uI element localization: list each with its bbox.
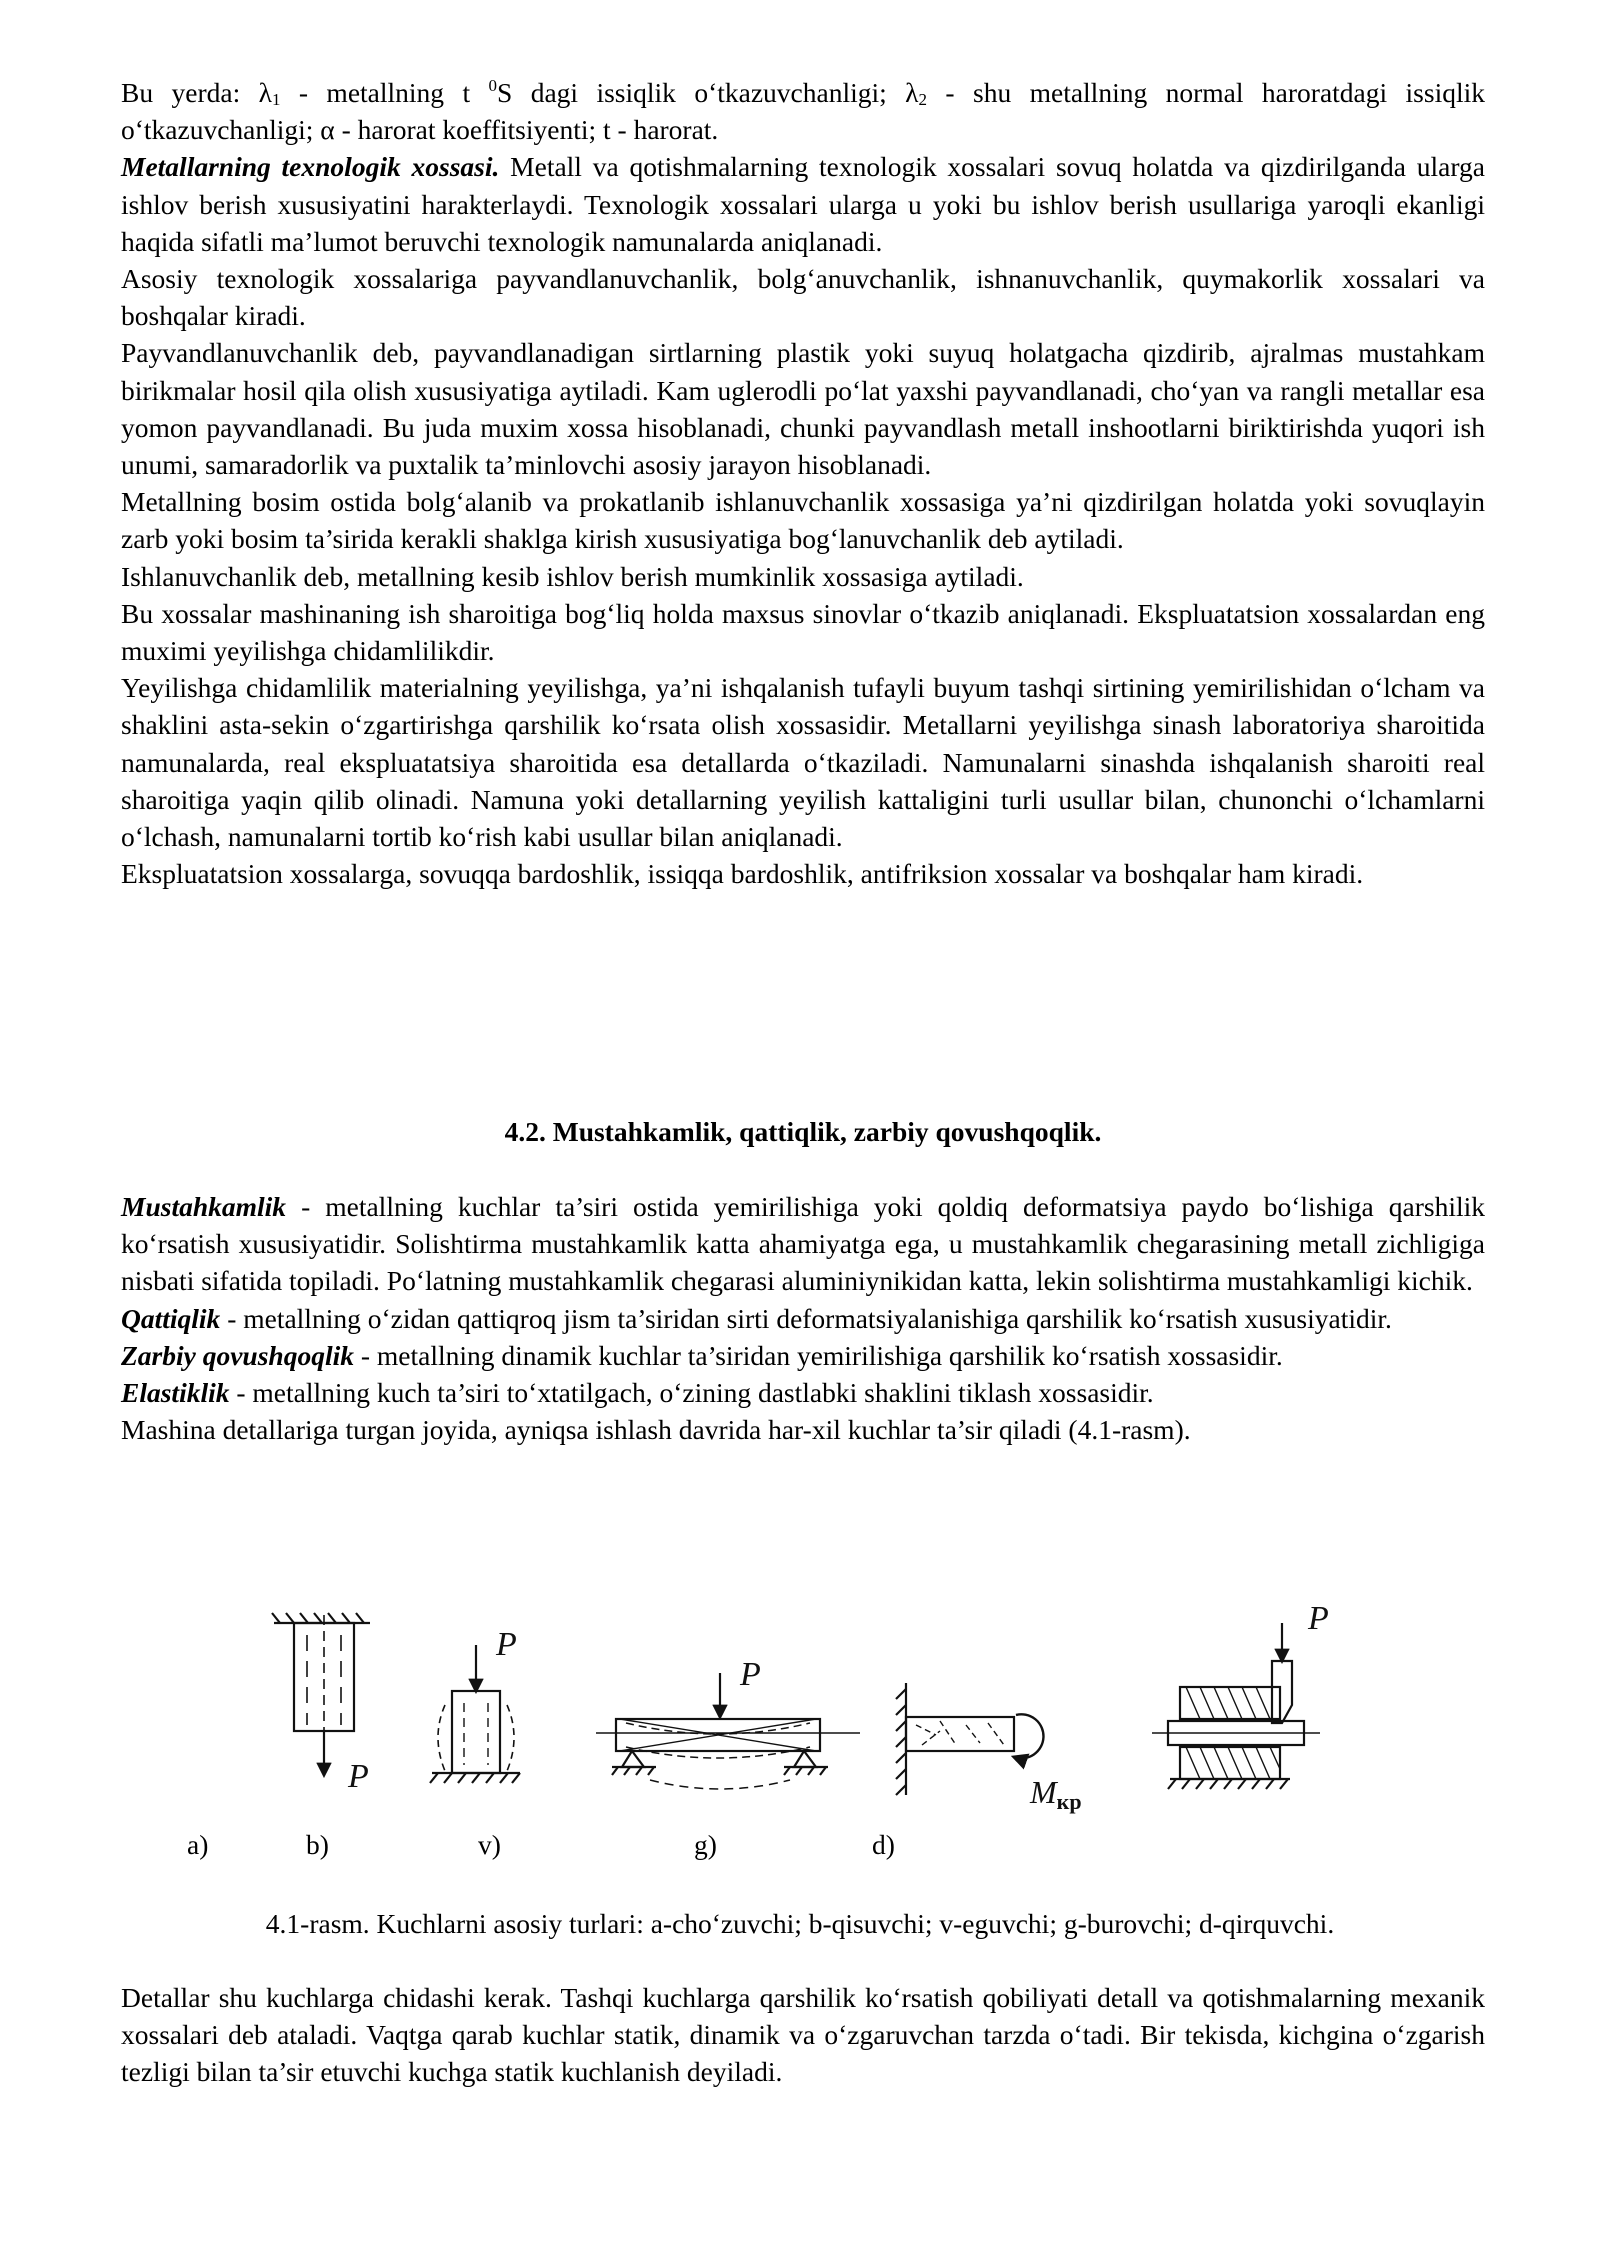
section-heading: 4.2. Mustahkamlik, qattiqlik, zarbiy qovushqoqlik. (504, 1116, 1102, 1147)
paragraph-main-properties: Asosiy texnologik xossalariga payvandlanuvchanlik, bolg‘anuvchanlik, ishnanuvchanlik, quymakorlik xossalari va boshqalar kiradi. (121, 263, 1485, 332)
sublabel-g: g) (694, 1829, 717, 1860)
text-run: - metallning o‘zidan qattiqroq jism ta’siridan sirti deformatsiyalanishiga qarshilik ko‘rsatish xususiyatidir. (220, 1302, 1392, 1334)
diagram-torsion (896, 1683, 1082, 1814)
text-run: - metallning kuch ta’siri to‘xtatilgach, o‘zining dastlabki shaklini tiklash xossasidir. (229, 1377, 1154, 1409)
definition-impact-toughness (121, 1337, 1485, 1374)
paragraph-operational-properties: Ekspluatatsion xossalarga, sovuqqa bardoshlik, issiqqa bardoshlik, antifriksion xossalar va boshqalar ham kiradi. (121, 858, 1364, 890)
sublabel-d: d) (872, 1829, 895, 1860)
term-bold: Elastiklik (121, 1377, 230, 1409)
text-run: - metallning dinamik kuchlar ta’siridan yemirilishiga qarshilik ko‘rsatish xossasidir. (354, 1339, 1283, 1371)
force-label: P (1308, 1600, 1329, 1637)
force-label: P (348, 1758, 369, 1795)
paragraph-forgeability: Metallning bosim ostida bolg‘alanib va prokatlanib ishlanuvchanlik xossasiga ya’ni qizdirilgan holatda yoki sovuqlayin zarb yoki bosim ta’sirida kerakli shaklga kirish xususiyatiga bog‘lanuvchanlik deb aytiladi. (121, 486, 1485, 555)
sublabel-b: b) (306, 1829, 329, 1860)
text-run: S dagi issiqlik o‘tkazuvchanligi; λ (497, 77, 919, 108)
text-run: - metallning kuchlar ta’siri ostida yemirilishiga yoki qoldiq deformatsiya paydo bo‘lishiga qarshilik ko‘rsatish xususiyatidir. Solishtirma mustahkamlik katta ahamiyatga ega, u mustahkamlik chegarasining metall zichligiga nisbati sifatida topiladi. Po‘latning mustahkamlik chegarasi aluminiynikidan katta, lekin solishtirma mustahkamligi kichik. (121, 1191, 1485, 1297)
paragraph-technological-properties (121, 148, 1485, 260)
text-run: - metallning t (280, 77, 489, 108)
section-heading-block (121, 1113, 1485, 1150)
definitions-block (121, 1188, 1485, 1448)
force-label: P (740, 1656, 761, 1693)
paragraph-wear-resistance: Yeyilishga chidamlilik materialning yeyilishga, ya’ni ishqalanish tufayli buyum tashqi sirtining yemirilishidan o‘lcham va shaklini asta-sekin o‘zgartirishga qarshilik ko‘rsata olish xossasidir. Metallarni yeyilishga sinash laboratoriya sharoitida namunalarda, real ekspluatatsiya sharoitida esa detallarda o‘tkaziladi. Namunalarni sinashda ishqalanish sharoiti real sharoitiga yaqin qilib olinadi. Namuna yoki detallarning yeyilish kattaligini turli usullar bilan, chunonchi o‘lchamlarni o‘lchash, namunalarni tortib ko‘rish kabi usullar bilan aniqlanadi. (121, 672, 1485, 853)
diagram-tension (272, 1613, 370, 1795)
figure-sublabels (0, 1826, 1600, 1866)
paragraph-machinability: Ishlanuvchanlik deb, metallning kesib ishlov berish mumkinlik xossasiga aytiladi. (121, 560, 1024, 592)
text-run: Bu yerda: λ (121, 77, 272, 108)
definition-strength (121, 1188, 1485, 1300)
text-run: - shu metallning normal haroratdagi issiqlik o‘tkazuvchanligi; α - harorat koeffitsiyenti; t - harorat. (121, 77, 1486, 146)
paragraph-definitions (121, 74, 1485, 148)
term-bold: Zarbiy qovushqoqlik (121, 1339, 354, 1371)
diagram-bending (596, 1656, 860, 1789)
paragraph-weldability: Payvandlanuvchanlik deb, payvandlanadigan sirtlarning plastik yoki suyuq holatgacha qizdirib, ajralmas mustahkam birikmalar hosil qila olish xususiyatiga aytiladi. Kam uglerodli po‘lat yaxshi payvandlanadi, cho‘yan va rangli metallar esa yomon payvandlanadi. Bu juda muxim xossa hisoblanadi, chunki payvandlash metall inshootlarni biriktirishda yuqori ish unumi, samaradorlik va puxtalik ta’minlovchi asosiy jarayon hisoblanadi. (121, 337, 1485, 481)
subscript: 1 (271, 90, 281, 109)
subscript: 2 (918, 90, 928, 109)
term-bold: Mustahkamlik (121, 1191, 287, 1222)
diagram-shear (1152, 1600, 1329, 1789)
force-label: P (496, 1626, 517, 1663)
text-run: Metall va qotishmalarning texnologik xossalari sovuq holatda va qizdirilganda ularga ishlov berish xususiyatini harakterlaydi. Texnologik xossalari ularga u yoki bu ishlov berish usullariga yaroqli ekanligi haqida sifatli ma’lumot beruvchi texnologik namunalarda aniqlanadi. (121, 151, 1485, 257)
figure-caption: 4.1-rasm. Kuchlarni asosiy turlari: a-cho‘zuvchi; b-qisuvchi; v-eguvchi; g-burovchi; d-qirquvchi. (265, 1908, 1335, 1939)
superscript: 0 (488, 76, 497, 95)
diagram-compression (430, 1626, 520, 1783)
definition-elasticity (121, 1374, 1485, 1411)
term-bold: Qattiqlik (121, 1302, 221, 1334)
upper-text (121, 74, 1485, 892)
paragraph-tests: Bu xossalar mashinaning ish sharoitiga bog‘liq holda maxsus sinovlar o‘tkazib aniqlanadi. Ekspluatatsion xossalardan eng muximi yeyilishga chidamlilikdir. (121, 597, 1485, 667)
sublabel-v: v) (478, 1829, 501, 1860)
term-bold: Metallarning texnologik xossasi. (121, 151, 500, 183)
lower-text (121, 1979, 1485, 2091)
definition-hardness (121, 1300, 1485, 1337)
torque-label: Mкр (1030, 1774, 1082, 1814)
paragraph-mechanical-properties: Detallar shu kuchlarga chidashi kerak. Tashqi kuchlarga qarshilik ko‘rsatish qobiliyati detall va qotishmalarning mexanik xossalari deb ataladi. Vaqtga qarab kuchlar statik, dinamik va o‘zgaruvchan tarzda o‘tadi. Bir tekisda, kichgina o‘zgarish tezligi bilan ta’sir etuvchi kuchga statik kuchlanish deyiladi. (121, 1982, 1485, 2088)
sublabel-a: a) (187, 1829, 209, 1860)
paragraph-forces-intro: Mashina detallariga turgan joyida, ayniqsa ishlash davrida har-xil kuchlar ta’sir qiladi (4.1-rasm). (121, 1414, 1191, 1446)
force-types-figure (180, 1575, 1380, 1835)
